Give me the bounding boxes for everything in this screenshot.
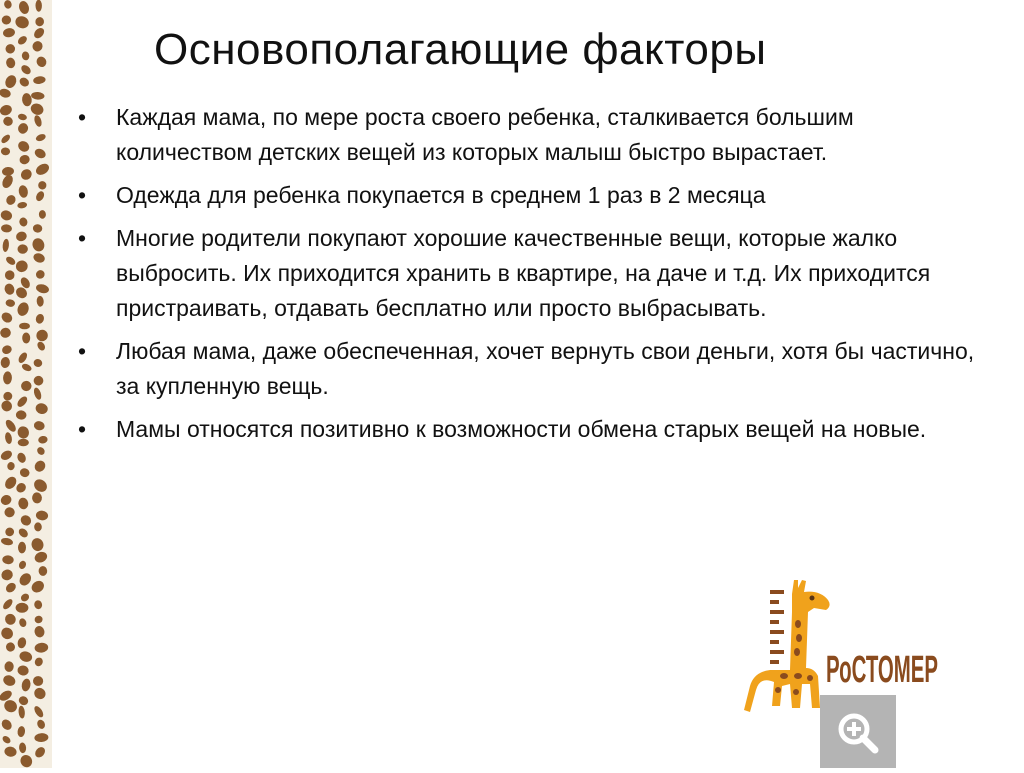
bullet-text: Мамы относятся позитивно к возможности обмена старых вещей на новые. — [116, 416, 927, 442]
zoom-button[interactable] — [820, 695, 896, 768]
bullet-text: Любая мама, даже обеспеченная, хочет вернуть свои деньги, хотя бы частично, за купленную вещь. — [116, 338, 975, 399]
slide-title: Основополагающие факторы — [154, 25, 767, 74]
bullet-item — [78, 221, 978, 326]
bullet-text: Многие родители покупают хорошие качественные вещи, которые жалко выбросить. Их приходится хранить в квартире, на даче и т.д. Их приходится пристраивать, отдавать бесплатно или просто выбрасывать. — [116, 225, 931, 321]
giraffe-pattern-border — [0, 0, 52, 768]
bullet-text: Одежда для ребенка покупается в среднем 1 раз в 2 месяца — [116, 182, 766, 208]
bullet-marker: • — [78, 416, 87, 442]
ruler-ticks — [770, 590, 784, 664]
giraffe-spot — [18, 439, 29, 446]
logo-text: РоСТОМЕР — [826, 649, 938, 691]
zoom-in-icon — [820, 695, 896, 768]
bullet-marker: • — [78, 104, 87, 130]
bullet-marker: • — [78, 225, 87, 251]
bullet-item — [78, 100, 978, 170]
bullet-text: Каждая мама, по мере роста своего ребенка, сталкивается большим количеством детских вещей из которых малыш быстро вырастает. — [116, 104, 854, 165]
bullet-item — [78, 412, 978, 447]
bullet-marker: • — [78, 338, 87, 364]
giraffe-spot — [16, 603, 29, 613]
bullet-list — [78, 100, 978, 455]
bullet-item — [78, 334, 978, 404]
giraffe-icon — [744, 580, 830, 712]
bullet-item — [78, 178, 978, 213]
giraffe-spot — [19, 323, 30, 330]
bullet-marker: • — [78, 182, 87, 208]
